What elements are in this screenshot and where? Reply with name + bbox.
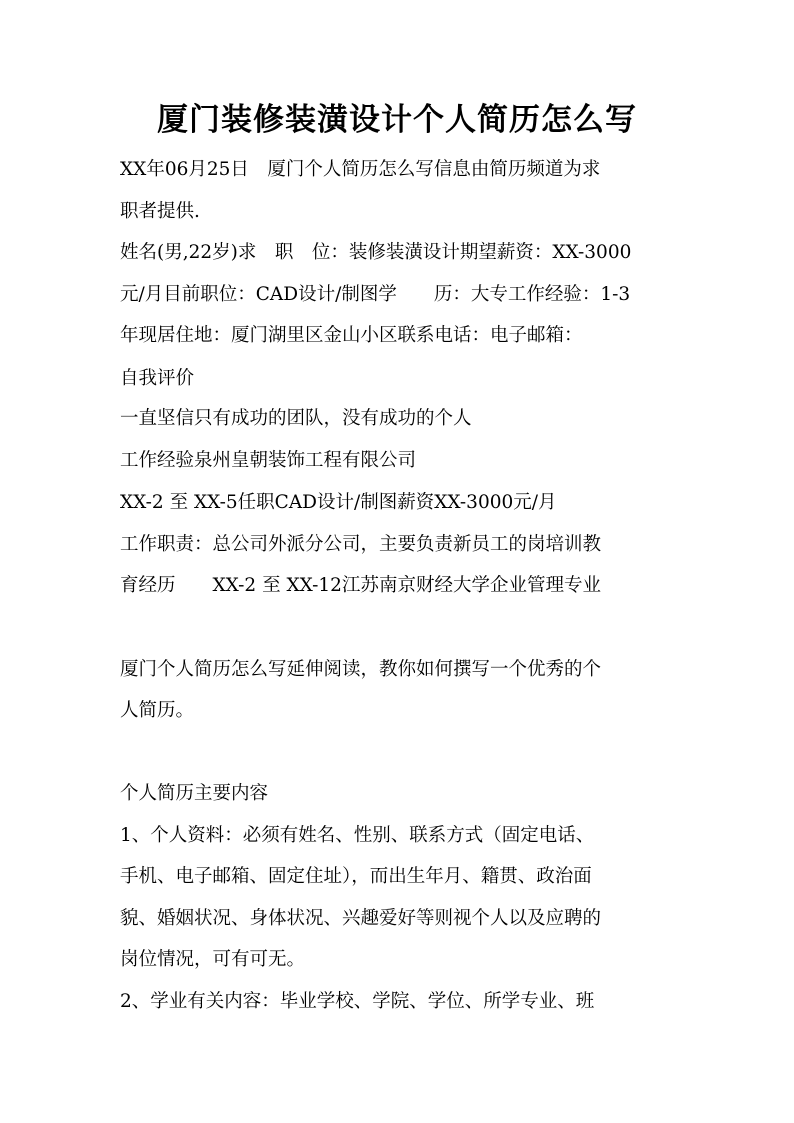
text-line: 一直坚信只有成功的团队，没有成功的个人: [120, 408, 472, 429]
text-line: 手机、电子邮箱、固定住址），而出生年月、籍贯、政治面: [120, 866, 592, 887]
text-line: 元/月目前职位：CAD设计/制图学 历：大专工作经验：1-3: [120, 284, 631, 305]
document-title: 厦门装修装潢设计个人简历怎么写: [157, 102, 637, 138]
text-line: 工作职责：总公司外派分公司，主要负责新员工的岗培训教: [120, 534, 602, 555]
text-line: 厦门个人简历怎么写延伸阅读，教你如何撰写一个优秀的个: [120, 659, 602, 680]
text-line: 工作经验泉州皇朝装饰工程有限公司: [120, 450, 417, 471]
text-line: 1、个人资料：必须有姓名、性别、联系方式（固定电话、: [120, 825, 595, 846]
text-line: 自我评价: [120, 368, 195, 389]
text-line: 年现居住地：厦门湖里区金山小区联系电话：电子邮箱：: [120, 325, 583, 346]
text-line: 人简历。: [120, 700, 195, 721]
section-heading: 个人简历主要内容: [120, 783, 269, 804]
text-line: 育经历 XX-2 至 XX-12江苏南京财经大学企业管理专业: [120, 575, 601, 596]
text-line: XX年06月25日 厦门个人简历怎么写信息由简历频道为求: [120, 159, 601, 180]
text-line: 2、学业有关内容：毕业学校、学院、学位、所学专业、班: [120, 991, 595, 1012]
text-line: 姓名(男,22岁)求 职 位：装修装潢设计期望薪资：XX-3000: [120, 242, 632, 263]
text-line: 貌、婚姻状况、身体状况、兴趣爱好等则视个人以及应聘的: [120, 908, 602, 929]
text-line: XX-2 至 XX-5任职CAD设计/制图薪资XX-3000元/月: [120, 492, 557, 513]
text-line: 职者提供.: [120, 201, 200, 222]
text-line: 岗位情况，可有可无。: [120, 949, 306, 970]
